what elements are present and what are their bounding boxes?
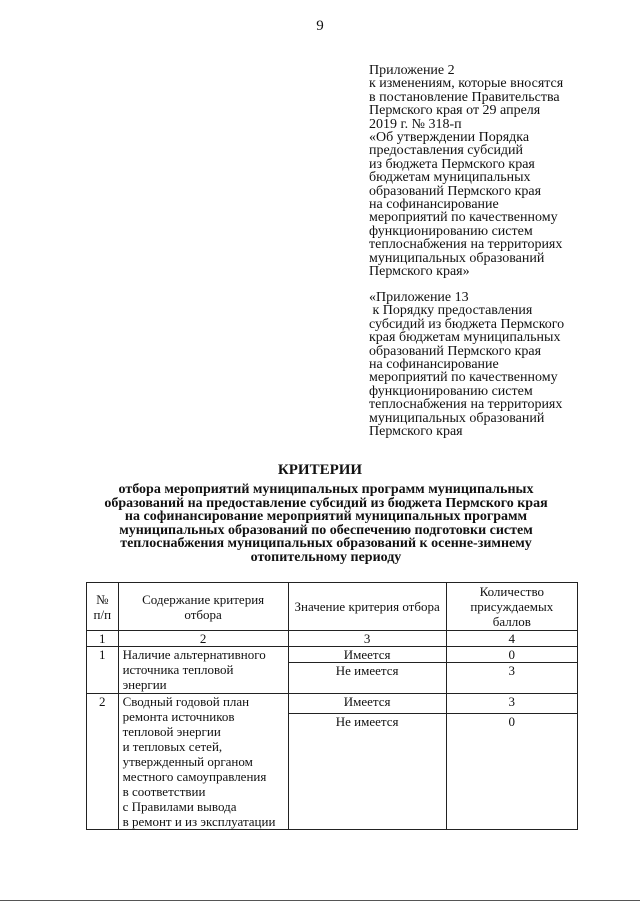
header-text: №: [96, 591, 109, 607]
criteria-table: [86, 582, 578, 830]
appendix-13-line: края бюджетам муниципальных: [369, 330, 561, 346]
content-line: и тепловых сетей,: [122, 739, 223, 754]
content-line: с Правилами вывода: [122, 799, 237, 814]
appendix-2-line: теплоснабжения на территориях: [369, 237, 563, 253]
appendix-2-line: «Об утверждении Порядка: [369, 130, 530, 146]
appendix-13-line: функционированию систем: [369, 383, 533, 399]
row-num: 2: [87, 694, 119, 830]
header-text: баллов: [492, 614, 531, 629]
document-subtitle: [80, 483, 572, 565]
row-content: [118, 647, 288, 694]
appendix-13-line: муниципальных образований: [369, 410, 545, 426]
appendix-2-line: к изменениям, которые вносятся: [369, 76, 564, 92]
table-header-row: [87, 583, 578, 631]
column-number: 1: [87, 631, 119, 647]
subtitle-line: муниципальных образований по обеспечению подготовки систем: [119, 522, 533, 538]
content-line: Сводный годовой план: [122, 694, 250, 709]
appendix-13-line: к Порядку предоставления: [369, 303, 533, 319]
row-points: 3: [446, 663, 577, 694]
subtitle-line: образований на предоставление субсидий из бюджета Пермского края: [104, 495, 548, 511]
row-value: Имеется: [288, 647, 446, 663]
subtitle-line: теплоснабжения муниципальных образований к осенне-зимнему: [120, 536, 532, 552]
appendix-2-line: Пермского края»: [369, 264, 470, 280]
content-line: утвержденный органом: [122, 754, 253, 769]
row-points: 3: [446, 694, 577, 714]
row-num: 1: [87, 647, 119, 694]
column-number: 2: [118, 631, 288, 647]
column-number: 3: [288, 631, 446, 647]
subtitle-line: отопительному периоду: [250, 549, 402, 565]
appendix-2-line: бюджетам муниципальных: [369, 170, 531, 186]
appendix-13-note: [369, 291, 609, 438]
header-text: Количество: [479, 584, 544, 599]
appendix-2-line: из бюджета Пермского края: [369, 156, 535, 172]
appendix-2-line: образований Пермского края: [369, 183, 542, 199]
page-number: 9: [316, 18, 324, 34]
header-text: отбора: [184, 606, 222, 622]
content-line: ремонта источников: [122, 709, 235, 724]
appendix-2-line: предоставления субсидий: [369, 143, 524, 159]
row-value: Имеется: [288, 694, 446, 714]
column-number-row: [87, 631, 578, 647]
appendix-13-line: образований Пермского края: [369, 343, 542, 359]
content-line: в ремонт и из эксплуатации: [122, 814, 276, 829]
appendix-2-line: в постановление Правительства: [369, 89, 560, 105]
appendix-13-line: теплоснабжения на территориях: [369, 397, 563, 413]
page-bottom-divider: [0, 900, 640, 901]
content-line: местного самоуправления: [122, 769, 267, 784]
row-points: 0: [446, 714, 577, 830]
header-value: [288, 583, 446, 631]
appendix-13-line: «Приложение 13: [369, 290, 469, 305]
header-text: присуждаемых: [470, 599, 554, 614]
content-line: Наличие альтернативного: [122, 647, 266, 662]
header-text: Содержание критерия: [142, 591, 265, 607]
appendix-2-note: [369, 64, 609, 279]
row-value: Не имеется: [288, 663, 446, 694]
row-points: 0: [446, 647, 577, 663]
appendix-13-line: на софинансирование: [369, 357, 499, 373]
appendix-2-line: 2019 г. № 318-п: [369, 116, 462, 132]
row-content: [118, 694, 288, 830]
content-line: тепловой энергии: [122, 724, 221, 739]
content-line: источника тепловой: [122, 662, 234, 677]
row-value: Не имеется: [288, 714, 446, 830]
content-line: в соответствии: [122, 784, 206, 799]
appendix-13-line: субсидий из бюджета Пермского: [369, 316, 565, 332]
appendix-2-line: функционированию систем: [369, 223, 533, 239]
appendix-2-line: мероприятий по качественному: [369, 210, 558, 226]
header-text: п/п: [93, 606, 112, 622]
table-row: [87, 694, 578, 714]
subtitle-line: на софинансирование мероприятий муниципальных программ: [124, 509, 528, 525]
appendix-2-line: на софинансирование: [369, 197, 499, 213]
header-points: [446, 583, 577, 631]
appendix-2-line: муниципальных образований: [369, 250, 545, 266]
appendix-2-line: Приложение 2: [369, 63, 455, 78]
table-row: [87, 647, 578, 663]
header-content: [118, 583, 288, 631]
column-number: 4: [446, 631, 577, 647]
appendix-13-line: Пермского края: [369, 424, 463, 440]
subtitle-line: отбора мероприятий муниципальных программ муниципальных: [118, 482, 534, 497]
header-text: Значение критерия отбора: [294, 599, 440, 614]
document-title: КРИТЕРИИ: [277, 462, 363, 478]
content-line: энергии: [122, 677, 167, 692]
appendix-2-line: Пермского края от 29 апреля: [369, 103, 541, 119]
header-num: [87, 583, 119, 631]
appendix-13-line: мероприятий по качественному: [369, 370, 558, 386]
